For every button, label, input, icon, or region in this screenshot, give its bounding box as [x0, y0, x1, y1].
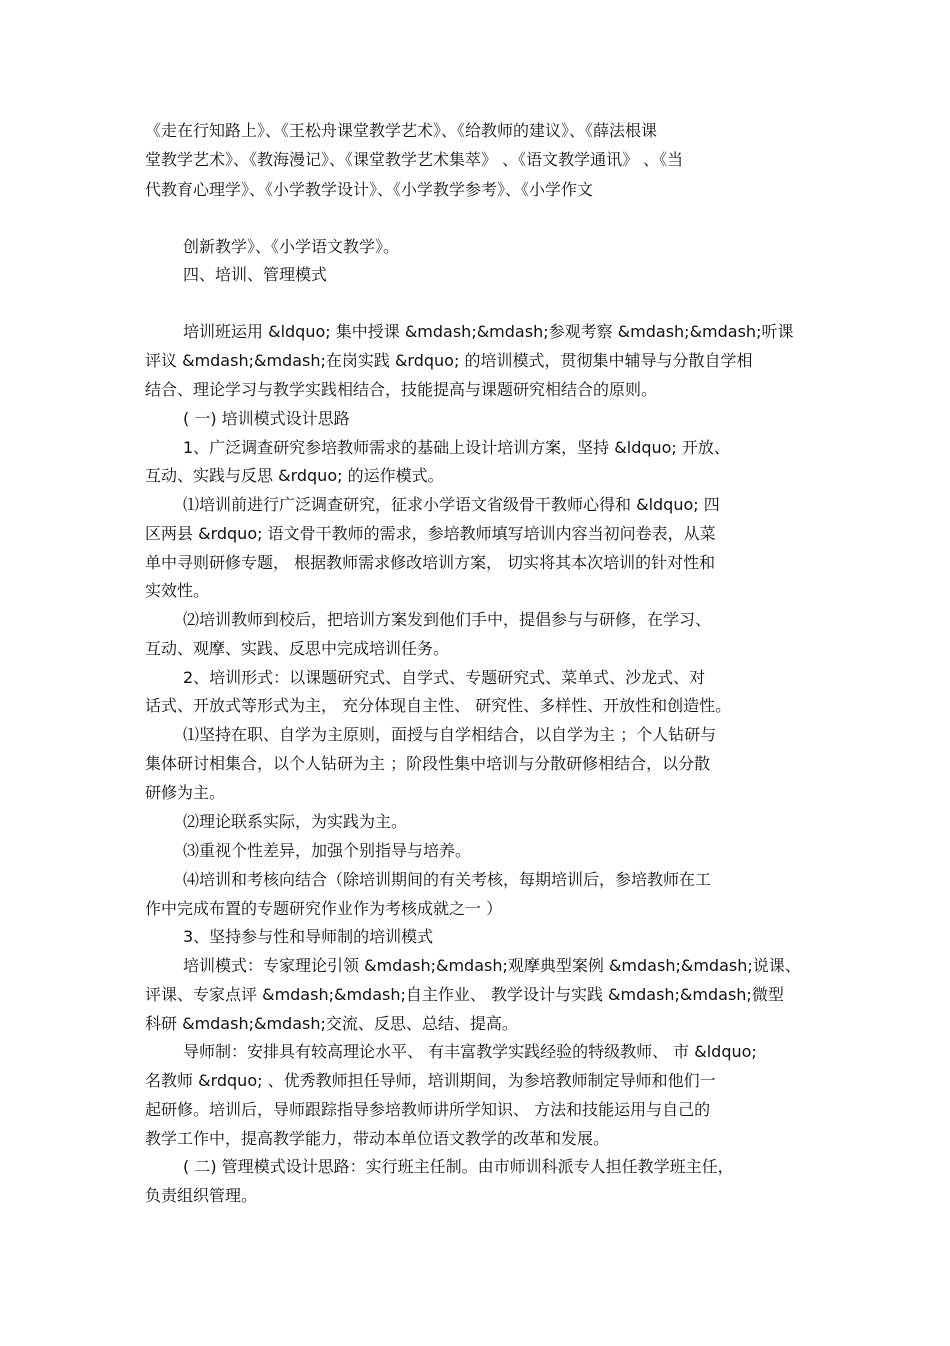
text-line: 互动、观摩、实践、反思中完成培训任务。 — [145, 639, 450, 658]
text-line: 评议 &mdash;&mdash;在岗实践 &rdquo; 的培训模式，贯彻集中辅导与分散自学相 — [145, 351, 753, 370]
section-heading: 四、培训、管理模式 — [183, 265, 328, 284]
text-line: 结合、理论学习与教学实践相结合，技能提高与课题研究相结合的原则。 — [145, 380, 658, 399]
text-line: 《走在行知路上》、《王松舟课堂教学艺术》、《给教师的建议》、《薛法根课 — [145, 121, 658, 140]
text-line: ⑴坚持在职、自学为主原则，面授与自学相结合，以自学为主 ；个人钻研与 — [183, 725, 717, 744]
text-line: ⑵培训教师到校后，把培训方案发到他们手中，提倡参与与研修，在学习、 — [183, 610, 712, 629]
text-line: ( 二) 管理模式设计思路：实行班主任制。由市师训科派专人担任教学班主任， — [183, 1157, 734, 1176]
text-line: 实效性。 — [145, 581, 210, 600]
subsection-heading: ( 一) 培训模式设计思路 — [183, 409, 350, 428]
text-line: 作中完成布置的专题研究作业作为考核成就之一 ） — [145, 899, 503, 918]
text-line: 1、广泛调查研究参培教师需求的基础上设计培训方案，坚持 &ldquo; 开放、 — [183, 438, 730, 457]
text-line: 3、坚持参与性和导师制的培训模式 — [183, 927, 434, 946]
text-line: 名教师 &rdquo; 、优秀教师担任导师，培训期间，为参培教师制定导师和他们一 — [145, 1071, 716, 1090]
text-line: 导师制：安排具有较高理论水平、 有丰富教学实践经验的特级教师、 市 &ldquo; — [183, 1042, 757, 1061]
text-line: 互动、实践与反思 &rdquo; 的运作模式。 — [145, 466, 444, 485]
text-line: 教学工作中，提高教学能力，带动本单位语文教学的改革和发展。 — [145, 1129, 610, 1148]
text-line: 负责组织管理。 — [145, 1186, 258, 1205]
text-line: 科研 &mdash;&mdash;交流、反思、总结、提高。 — [145, 1014, 518, 1033]
text-line: 起研修。培训后，导师跟踪指导参培教师讲所学知识、 方法和技能运用与自己的 — [145, 1100, 711, 1119]
text-line: 单中寻则研修专题， 根据教师需求修改培训方案， 切实将其本次培训的针对性和 — [145, 553, 716, 572]
text-line: 区两县 &rdquo; 语文骨干教师的需求，参培教师填写培训内容当初问卷表，从菜 — [145, 524, 716, 543]
text-line: ⑴培训前进行广泛调查研究，征求小学语文省级骨干教师心得和 &ldquo; 四 — [183, 495, 720, 514]
text-line: 代教育心理学》、《小学教学设计》、《小学教学参考》、《小学作文 — [145, 180, 594, 199]
text-line: ⑵理论联系实际，为实践为主。 — [183, 812, 408, 831]
text-line: 集体研讨相集合，以个人钻研为主 ；阶段性集中培训与分散研修相结合，以分散 — [145, 754, 711, 773]
text-line: 研修为主。 — [145, 783, 226, 802]
text-line: 话式、开放式等形式为主， 充分体现自主性、 研究性、多样性、开放性和创造性。 — [145, 696, 732, 715]
text-line: ⑶重视个性差异，加强个别指导与培养。 — [183, 841, 472, 860]
text-line: 培训模式：专家理论引领 &mdash;&mdash;观摩典型案例 &mdash;&mdash;说课、 — [183, 956, 801, 975]
text-line: 评课、专家点评 &mdash;&mdash;自主作业、 教学设计与实践 &mdash;&mdash;微型 — [145, 985, 784, 1004]
text-line: ⑷培训和考核向结合（除培训期间的有关考核，每期培训后，参培教师在工 — [183, 870, 712, 889]
text-line: 堂教学艺术》、《教海漫记》、《课堂教学艺术集萃》 、《语文教学通讯》 、《当 — [145, 150, 684, 169]
text-line: 培训班运用 &ldquo; 集中授课 &mdash;&mdash;参观考察 &mdash;&mdash;听课 — [183, 322, 794, 341]
text-line: 2、培训形式：以课题研究式、自学式、专题研究式、菜单式、沙龙式、对 — [183, 668, 706, 687]
text-line: 创新教学》、《小学语文教学》。 — [183, 237, 400, 256]
